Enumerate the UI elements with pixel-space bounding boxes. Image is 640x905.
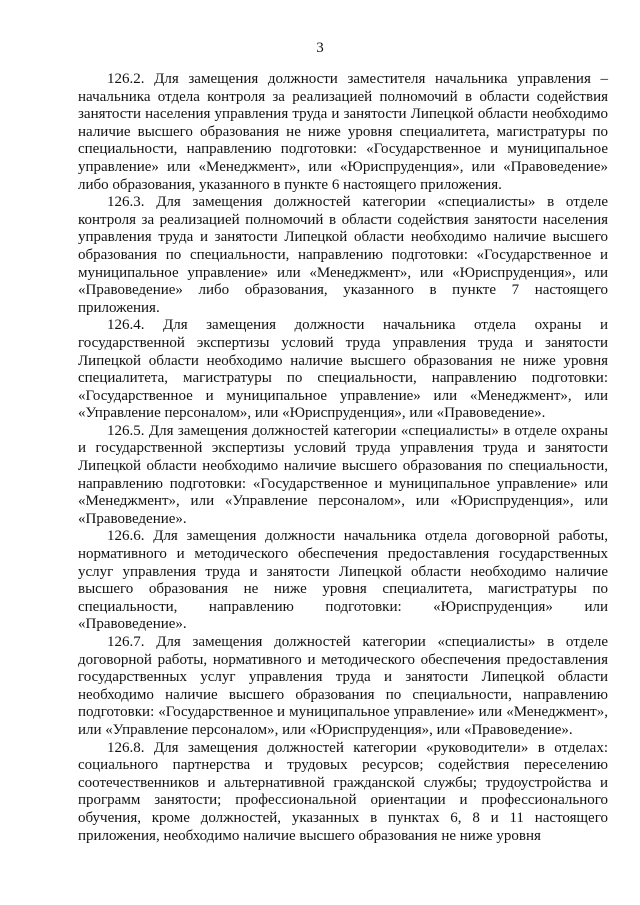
- paragraph-126-8: 126.8. Для замещения должностей категории «руководители» в отделах: социального партнерства и трудовых ресурсов; содействия переселению соотечественников и альтернативной гражданской службы; трудоустройства и программ занятости; профессиональной ориентации и профессионального обучения, кроме должностей, указанных в пунктах 6, 8 и 11 настоящего приложения, необходимо наличие высшего образования не ниже уровня: [78, 739, 608, 844]
- paragraph-126-4: 126.4. Для замещения должности начальника отдела охраны и государственной экспертизы условий труда управления труда и занятости Липецкой области необходимо наличие высшего образования не ниже уровня специалитета, магистратуры по специальности, направлению подготовки: «Государственное и муниципальное управление» или «Менеджмент», или «Управление персоналом», или «Юриспруденция», или «Правоведение».: [78, 317, 608, 422]
- paragraph-126-3: 126.3. Для замещения должностей категории «специалисты» в отделе контроля за реализацией полномочий в области содействия занятости населения управления труда и занятости Липецкой области необходимо наличие высшего образования по специальности, направлению подготовки: «Государственное и муниципальное управление» или «Менеджмент», или «Юриспруденция», или «Правоведение» либо образования, указанного в пункте 7 настоящего приложения.: [78, 194, 608, 316]
- paragraph-126-6: 126.6. Для замещения должности начальника отдела договорной работы, нормативного и методического обеспечения предоставления государственных услуг управления труда и занятости Липецкой области необходимо наличие высшего образования не ниже уровня специалитета, магистратуры по специальности, направлению подготовки: «Юриспруденция» или «Правоведение».: [78, 528, 608, 633]
- paragraph-126-2: 126.2. Для замещения должности заместителя начальника управления – начальника отдела контроля за реализацией полномочий в области содействия занятости населения управления труда и занятости Липецкой области необходимо наличие высшего образования не ниже уровня специалитета, магистратуры по специальности, направлению подготовки: «Государственное и муниципальное управление» или «Менеджмент», или «Юриспруденция», или «Правоведение» либо образования, указанного в пункте 6 настоящего приложения.: [78, 71, 608, 193]
- paragraph-126-7: 126.7. Для замещения должностей категории «специалисты» в отделе договорной работы, нормативного и методического обеспечения предоставления государственных услуг управления труда и занятости Липецкой области необходимо наличие высшего образования по специальности, направлению подготовки: «Государственное и муниципальное управление» или «Менеджмент», или «Управление персоналом», или «Юриспруденция», или «Правоведение».: [78, 634, 608, 738]
- page-number: 3: [316, 40, 324, 56]
- paragraph-126-5: 126.5. Для замещения должностей категории «специалисты» в отделе охраны и государственной экспертизы условий труда управления труда и занятости Липецкой области необходимо наличие высшего образования по специальности, направлению подготовки: «Государственное и муниципальное управление» или «Менеджмент», или «Управление персоналом», или «Юриспруденция», или «Правоведение».: [78, 422, 608, 527]
